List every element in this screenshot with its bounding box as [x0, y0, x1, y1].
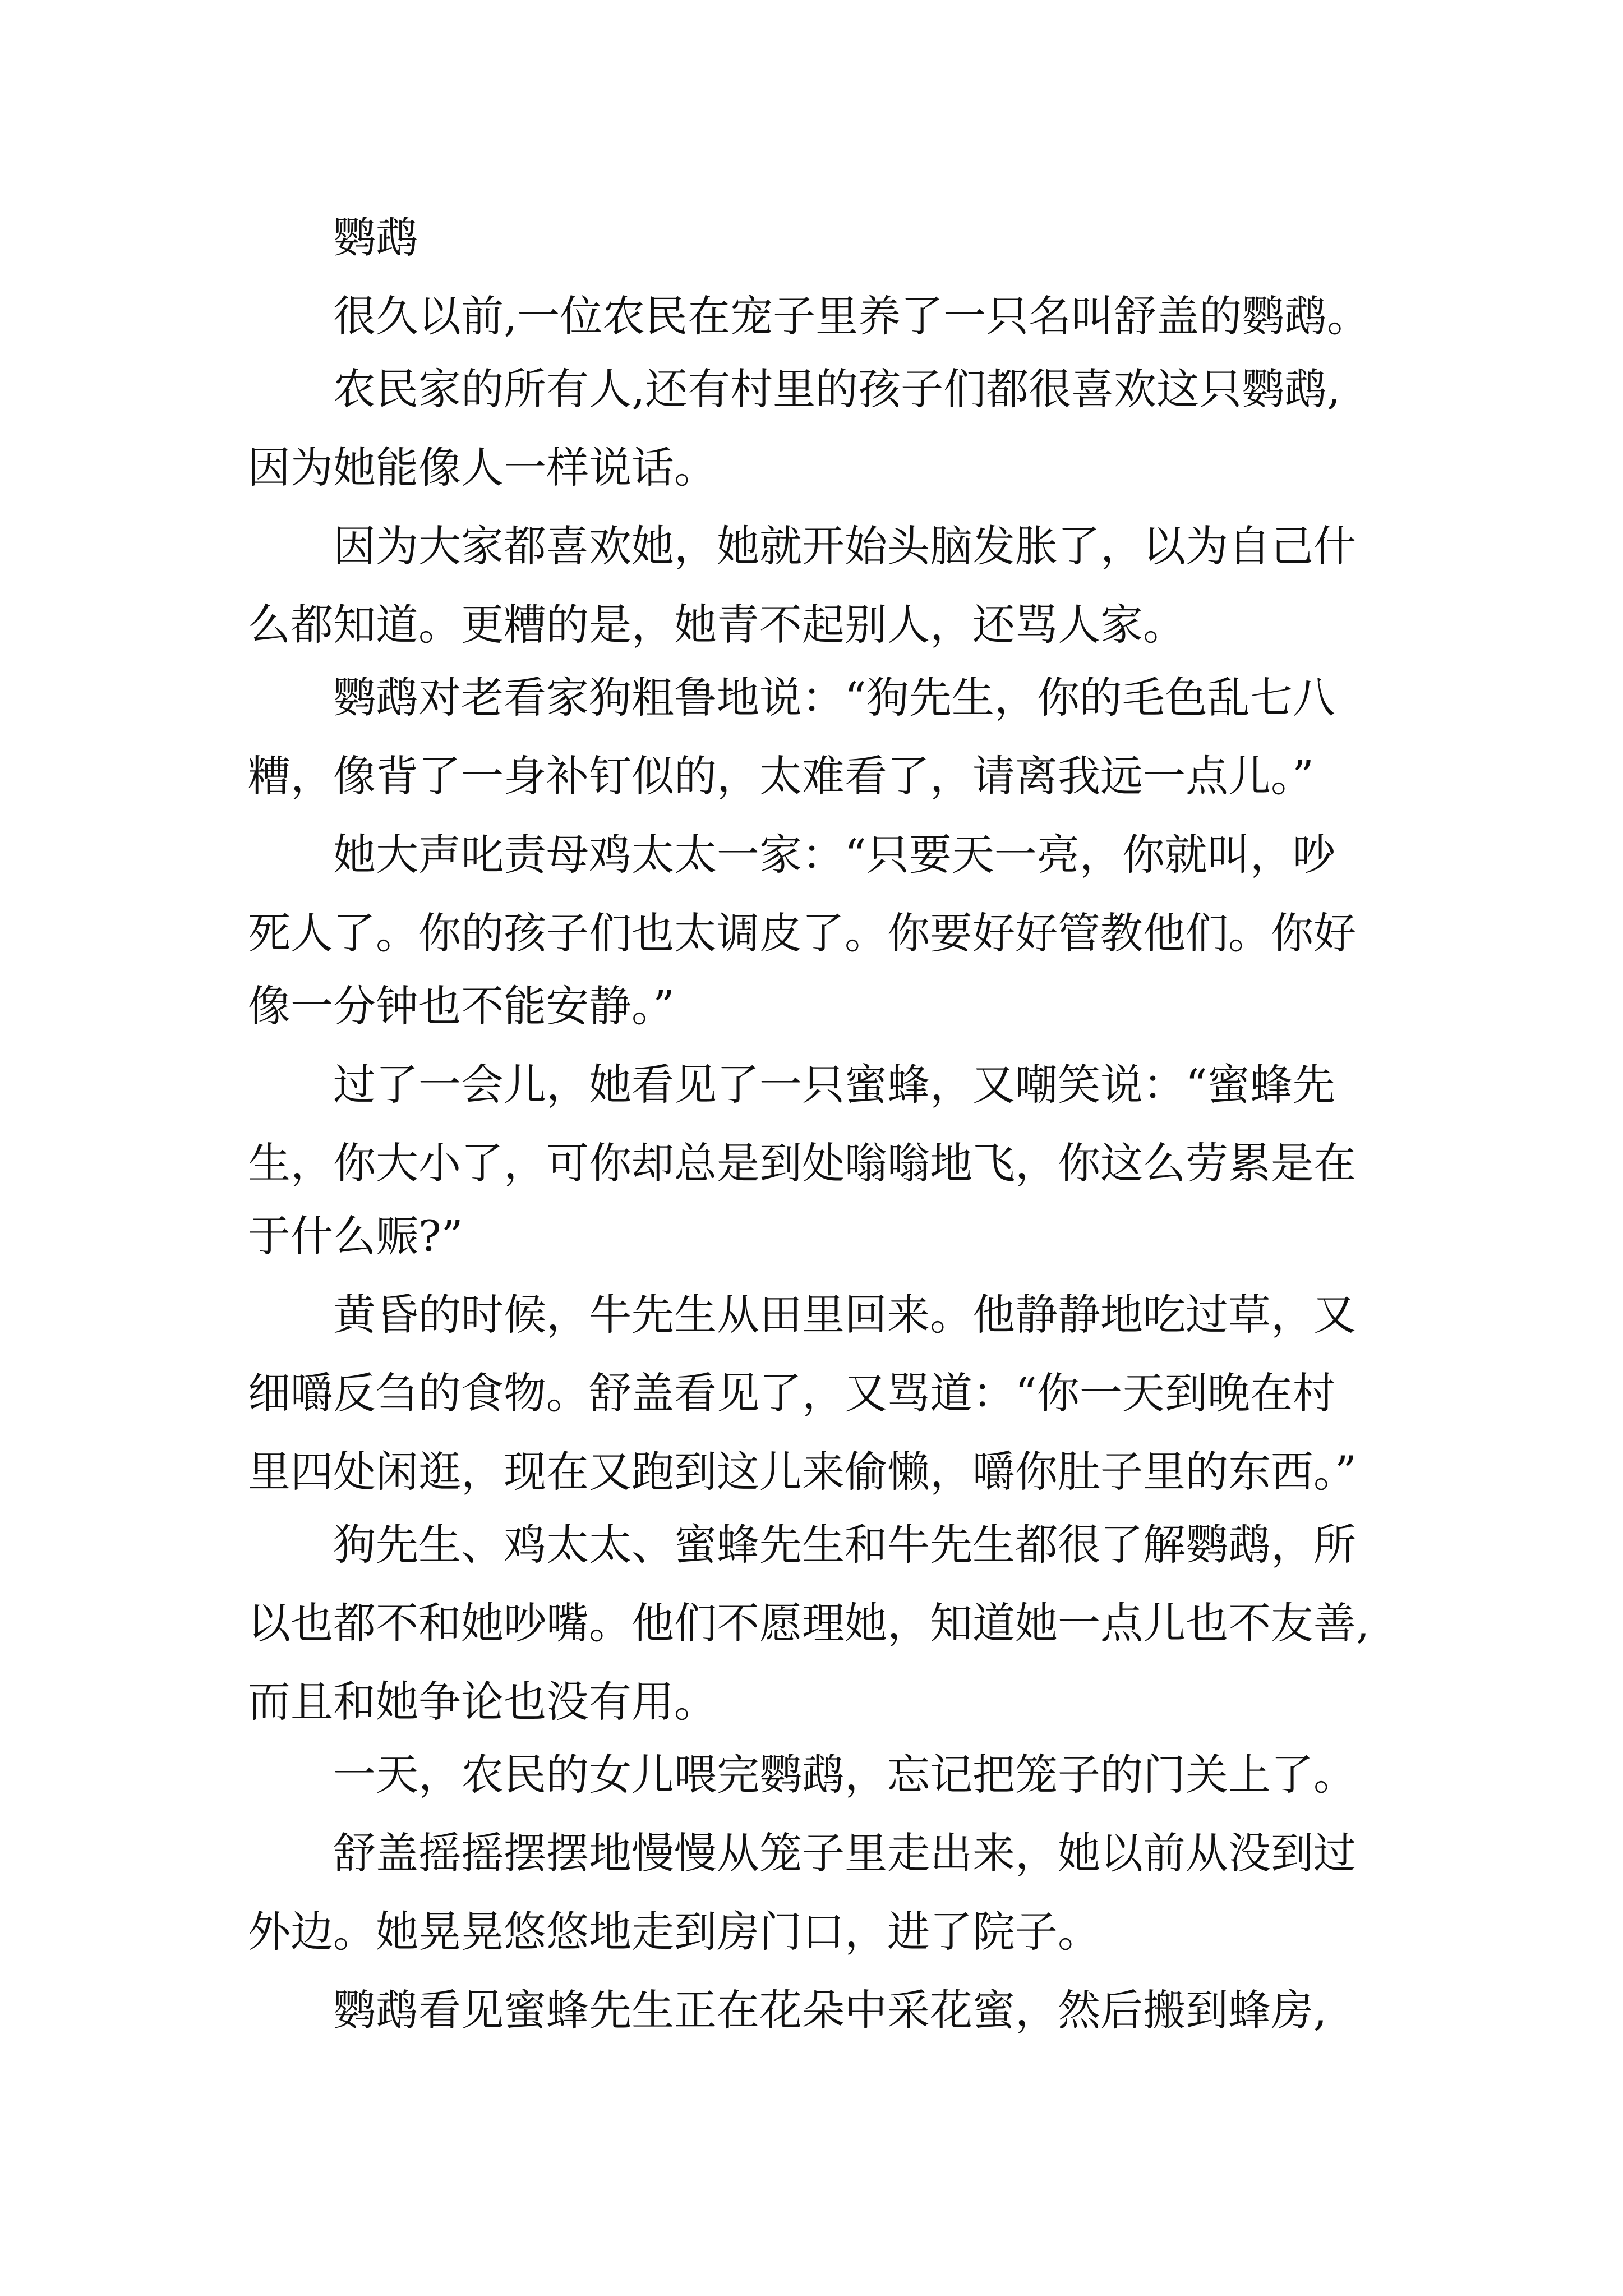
text-line: 她大声叱责母鸡太太一家：“只要天一亮，你就叫，吵	[333, 830, 1335, 880]
text-line: 么都知道。更糟的是，她青不起别人，还骂人家。	[248, 600, 1186, 650]
text-line: 外边。她晃晃悠悠地走到房门口，进了院子。	[248, 1907, 1100, 1957]
text-line: 而且和她争论也没有用。	[248, 1677, 717, 1727]
text-line: 死人了。你的孩子们也太调皮了。你要好好管教他们。你好	[248, 908, 1356, 958]
text-line: 糟，像背了一身补钉似的，太难看了，请离我远一点儿。”	[248, 751, 1314, 801]
text-line: 狗先生、鸡太太、蜜蜂先生和牛先生都很了解鹦鹉，所	[333, 1520, 1356, 1570]
text-line: 鹦鹉看见蜜蜂先生正在花朵中采花蜜，然后搬到蜂房,	[333, 1985, 1327, 2035]
text-line: 于什么赈?”	[248, 1211, 463, 1261]
text-line: 一天，农民的女儿喂完鹦鹉，忘记把笼子的门关上了。	[333, 1750, 1356, 1800]
text-line: 鹦鹉对老看家狗粗鲁地说：“狗先生，你的毛色乱七八	[333, 673, 1335, 723]
text-line: 像一分钟也不能安静。”	[248, 981, 675, 1031]
text-line: 因为她能像人一样说话。	[248, 443, 717, 493]
text-line: 农民家的所有人,还有村里的孩子们都很喜欢这只鹦鹉,	[333, 364, 1341, 414]
text-line: 以也都不和她吵嘴。他们不愿理她，知道她一点儿也不友善,	[248, 1598, 1370, 1648]
text-line: 里四处闲逛，现在又跑到这儿来偷懒，嚼你肚子里的东西。”	[248, 1447, 1357, 1497]
text-line: 黄昏的时候，牛先生从田里回来。他静静地吃过草，又	[333, 1290, 1356, 1340]
text-line: 过了一会儿，她看见了一只蜜蜂，又嘲笑说：“蜜蜂先	[333, 1060, 1335, 1110]
text-line: 因为大家都喜欢她，她就开始头脑发胀了，以为自己什	[333, 521, 1356, 571]
text-line: 舒盖摇摇摆摆地慢慢从笼子里走出来，她以前从没到过	[333, 1828, 1356, 1878]
document-title: 鹦鹉	[333, 213, 418, 263]
text-line: 很久以前,一位农民在宠子里养了一只名叫舒盖的鹦鹉。	[333, 291, 1370, 341]
text-line: 细嚼反刍的食物。舒盖看见了，又骂道：“你一天到晚在村	[248, 1368, 1335, 1418]
text-line: 生，你大小了，可你却总是到处嗡嗡地飞，你这么劳累是在	[248, 1138, 1356, 1188]
